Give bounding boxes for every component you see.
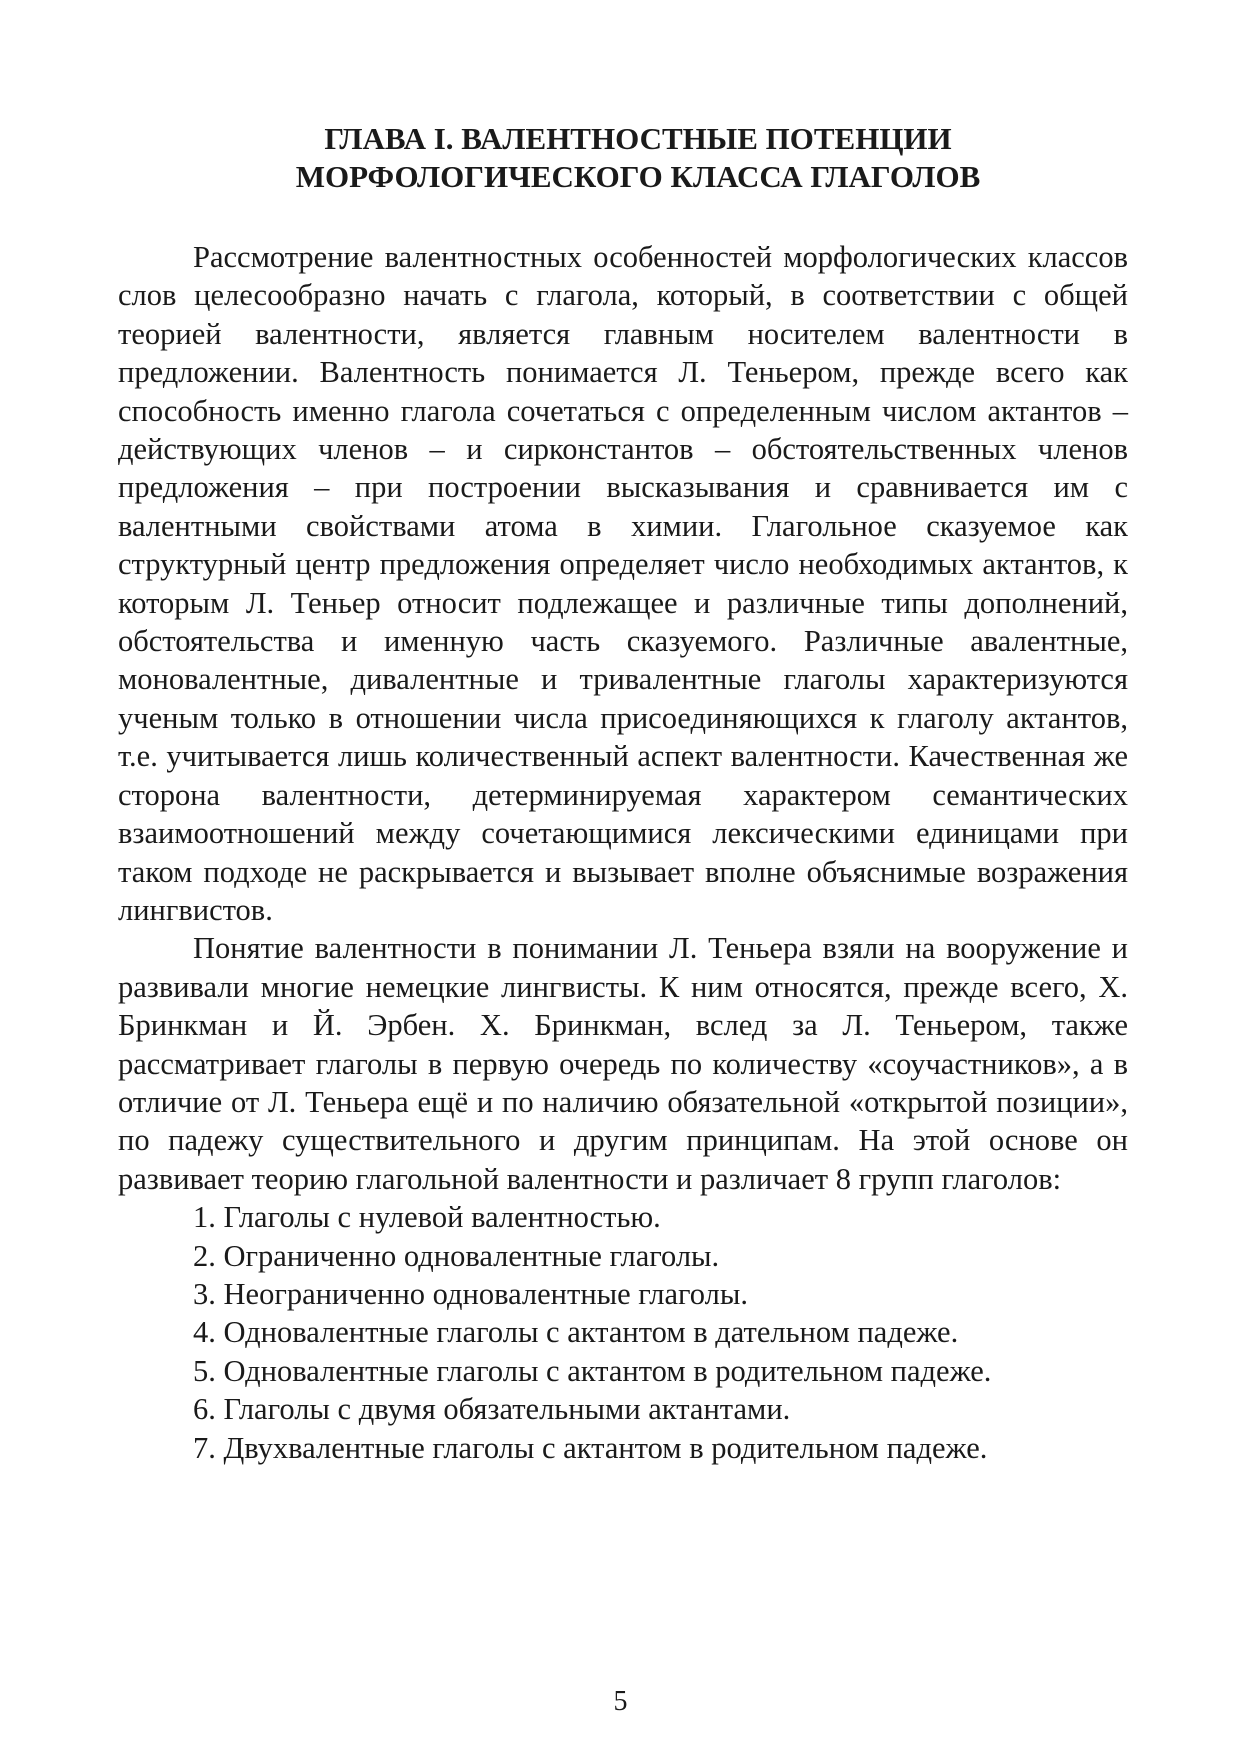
page-number: 5: [613, 1686, 628, 1717]
chapter-title-line-1: ГЛАВА I. ВАЛЕНТНОСТНЫЕ ПОТЕНЦИИ: [324, 121, 952, 156]
page-content: [118, 120, 1128, 1467]
list-item: 5. Одновалентные глаголы с актантом в родительном падеже.: [193, 1353, 992, 1388]
list-item: 3. Неограниченно одновалентные глаголы.: [193, 1276, 748, 1311]
chapter-title-line-2: МОРФОЛОГИЧЕСКОГО КЛАССА ГЛАГОЛОВ: [295, 159, 981, 194]
chapter-title: [118, 120, 1128, 196]
list-item: 1. Глаголы с нулевой валентностью.: [193, 1200, 661, 1235]
list-item: 4. Одновалентные глаголы с актантом в дательном падеже.: [193, 1315, 959, 1350]
paragraph-2: Понятие валентности в понимании Л. Теньера взяли на вооружение и развивали многие немецкие лингвисты. К ним относятся, прежде всего, Х. Бринкман и Й. Эрбен. Х. Бринкман, вслед за Л. Теньером, также рассматривает глаголы в первую очередь по количеству «соучастников», а в отличие от Л. Теньера ещё и по наличию обязательной «открытой позиции», по падежу существительного и другим принципам. На этой основе он развивает теорию глагольной валентности и различает 8 групп глаголов:: [118, 931, 1128, 1196]
paragraph-1: Рассмотрение валентностных особенностей морфологических классов слов целесообразно начать с глагола, который, в соответствии с общей теорией валентности, является главным носителем валентности в предложении. Валентность понимается Л. Теньером, прежде всего как способность именно глагола сочетаться с определенным числом актантов – действующих членов – и сирконстантов – обстоятельственных членов предложения – при построении высказывания и сравнивается им с валентными свойствами атома в химии. Глагольное сказуемое как структурный центр предложения определяет число необходимых актантов, к которым Л. Теньер относит подлежащее и различные типы дополнений, обстоятельства и именную часть сказуемого. Различные авалентные, моновалентные, дивалентные и тривалентные глаголы характеризуются ученым только в отношении числа присоединяющихся к глаголу актантов, т.е. учитывается лишь количественный аспект валентности. Качественная же сторона валентности, детерминируемая характером семантических взаимоотношений между сочетающимися лексическими единицами при таком подходе не раскрывается и вызывает вполне объяснимые возражения лингвистов.: [118, 240, 1128, 927]
list-item: 2. Ограниченно одновалентные глаголы.: [193, 1238, 720, 1273]
list-item: 6. Глаголы с двумя обязательными актантами.: [193, 1392, 791, 1427]
verb-groups-list: [118, 1198, 1128, 1467]
list-item: 7. Двухвалентные глаголы с актантом в родительном падеже.: [193, 1430, 988, 1465]
